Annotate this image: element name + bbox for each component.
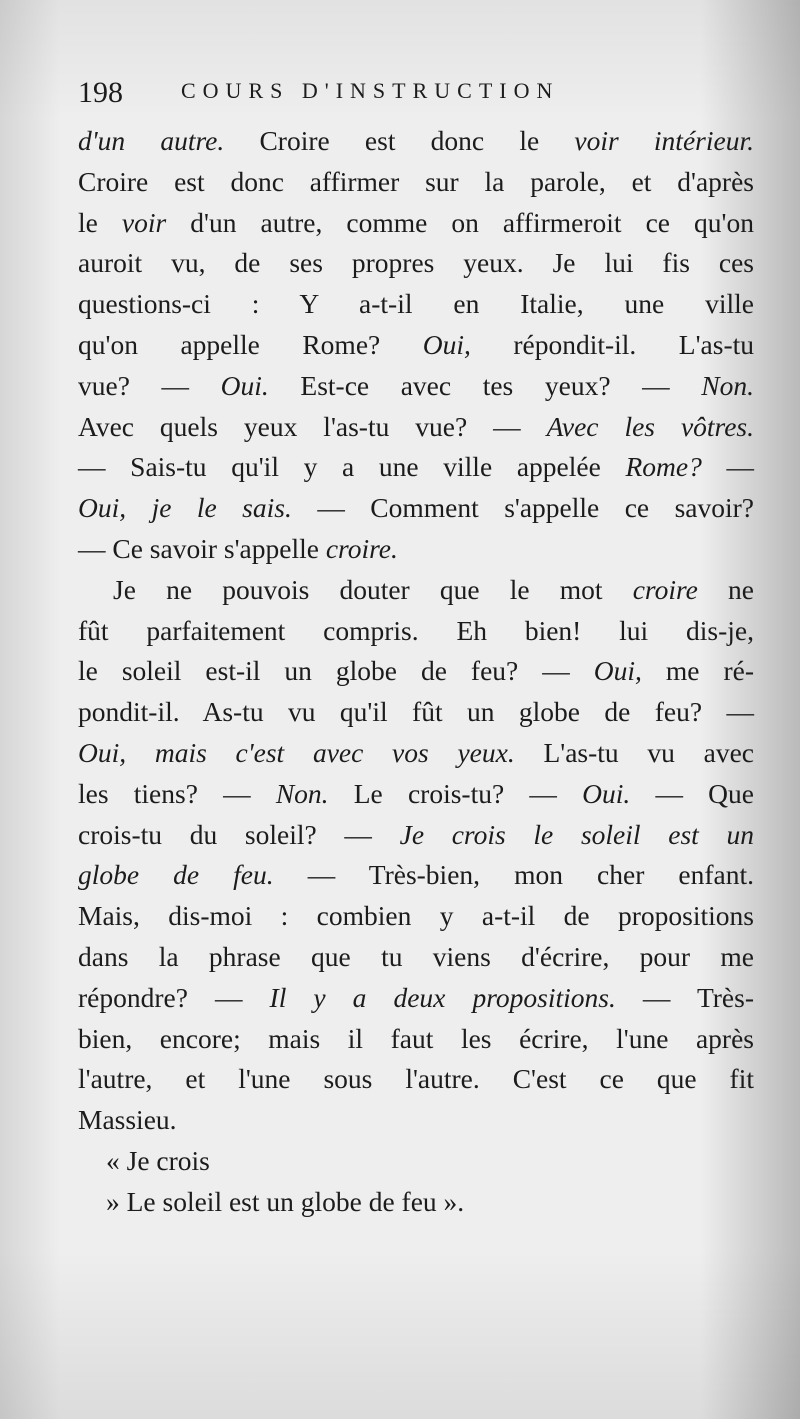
- text-line: [78, 284, 754, 325]
- text-segment: Croire est donc affirmer sur la parole, et d'après: [78, 165, 754, 197]
- text-segment: les tiens? —: [78, 777, 276, 809]
- text-line: [78, 203, 754, 244]
- text-segment: qu'on appelle Rome?: [78, 328, 423, 360]
- text-segment: Avec quels yeux l'as-tu vue? —: [78, 410, 547, 442]
- running-title: COURS D'INSTRUCTION: [181, 78, 560, 103]
- text-line: [78, 325, 754, 366]
- text-line: [78, 488, 754, 529]
- text-segment: voir: [121, 206, 167, 238]
- text-segment: d'un autre, comme on affirmeroit ce qu'on: [166, 206, 754, 238]
- text-segment: Le crois-tu? —: [328, 777, 583, 809]
- text-line: [78, 1019, 754, 1060]
- text-segment: le soleil est-il un globe de feu? —: [78, 655, 594, 687]
- text-segment: Non.: [701, 369, 754, 401]
- text-segment: Rome?: [625, 451, 702, 483]
- text-segment: répondit-il. L'as-tu: [470, 328, 755, 360]
- text-segment: — Que: [630, 777, 754, 809]
- text-segment: » Le soleil est un globe de feu ».: [106, 1185, 465, 1217]
- page-number: 198: [78, 76, 123, 109]
- text-segment: pondit-il. As-tu vu qu'il fût un globe de feu? —: [78, 696, 754, 728]
- text-line: [78, 1141, 754, 1182]
- text-line: [78, 407, 754, 448]
- text-segment: l'autre, et l'une sous l'autre. C'est ce que fit: [78, 1063, 754, 1095]
- text-segment: Il y a deux propositions.: [269, 981, 616, 1013]
- text-segment: — Sais-tu qu'il y a une ville appelée: [78, 451, 626, 483]
- text-segment: Croire est donc le: [224, 125, 575, 156]
- text-segment: répondre? —: [78, 981, 270, 1013]
- text-segment: ne: [697, 573, 754, 605]
- text-segment: Je crois le soleil est un: [399, 818, 754, 850]
- text-segment: voir intérieur.: [574, 125, 754, 156]
- text-line: [78, 815, 754, 856]
- text-line: [78, 162, 754, 203]
- text-segment: Non.: [275, 777, 329, 809]
- text-line: [78, 570, 754, 611]
- text-segment: bien, encore; mais il faut les écrire, l'une après: [78, 1022, 754, 1054]
- text-segment: Oui,: [422, 328, 471, 360]
- text-segment: Je ne pouvois douter que le mot: [113, 573, 633, 605]
- text-segment: Massieu.: [78, 1104, 177, 1136]
- text-line: [78, 243, 754, 284]
- text-segment: —: [701, 451, 754, 483]
- text-segment: d'un autre.: [78, 125, 225, 156]
- text-segment: dans la phrase que tu viens d'écrire, pour me: [78, 940, 754, 972]
- text-segment: Oui,: [593, 655, 642, 687]
- text-segment: Mais, dis-moi : combien y a-t-il de propositions: [78, 900, 754, 932]
- text-segment: Est-ce avec tes yeux? —: [268, 369, 702, 401]
- text-line: [78, 855, 754, 896]
- text-line: [78, 611, 754, 652]
- text-line: [78, 529, 754, 570]
- page-header: [78, 72, 758, 112]
- text-segment: Oui, mais c'est avec vos yeux.: [78, 736, 515, 768]
- text-line: [78, 447, 754, 488]
- text-segment: croire.: [325, 532, 398, 564]
- text-line: [78, 896, 754, 937]
- text-segment: globe de feu.: [78, 859, 274, 891]
- text-line: [78, 1100, 754, 1141]
- text-line: [78, 733, 754, 774]
- text-segment: crois-tu du soleil? —: [78, 818, 400, 850]
- text-line: [78, 937, 754, 978]
- text-segment: auroit vu, de ses propres yeux. Je lui fis ces: [78, 247, 754, 279]
- text-line: [78, 121, 754, 162]
- text-segment: Oui.: [220, 369, 269, 401]
- text-segment: me ré-: [641, 655, 754, 687]
- text-segment: le: [78, 206, 122, 238]
- text-segment: « Je crois: [106, 1144, 210, 1176]
- text-segment: — Comment s'appelle ce savoir?: [291, 492, 754, 524]
- body-text: [78, 121, 754, 1223]
- text-line: [78, 651, 754, 692]
- text-segment: — Très-bien, mon cher enfant.: [273, 859, 754, 891]
- text-segment: vue? —: [78, 369, 221, 401]
- text-line: [78, 1059, 754, 1100]
- text-line: [78, 366, 754, 407]
- text-segment: — Très-: [615, 981, 754, 1013]
- text-segment: — Ce savoir s'appelle: [78, 532, 326, 564]
- text-segment: fût parfaitement compris. Eh bien! lui dis-je,: [78, 614, 754, 646]
- text-segment: Oui.: [582, 777, 631, 809]
- text-segment: L'as-tu vu avec: [514, 736, 755, 768]
- text-segment: Avec les vôtres.: [546, 410, 754, 442]
- text-line: [78, 774, 754, 815]
- text-line: [78, 692, 754, 733]
- text-segment: croire: [632, 573, 698, 605]
- text-line: [78, 1182, 754, 1223]
- text-line: [78, 978, 754, 1019]
- text-segment: Oui, je le sais.: [78, 492, 292, 524]
- text-segment: questions-ci : Y a-t-il en Italie, une ville: [78, 288, 754, 320]
